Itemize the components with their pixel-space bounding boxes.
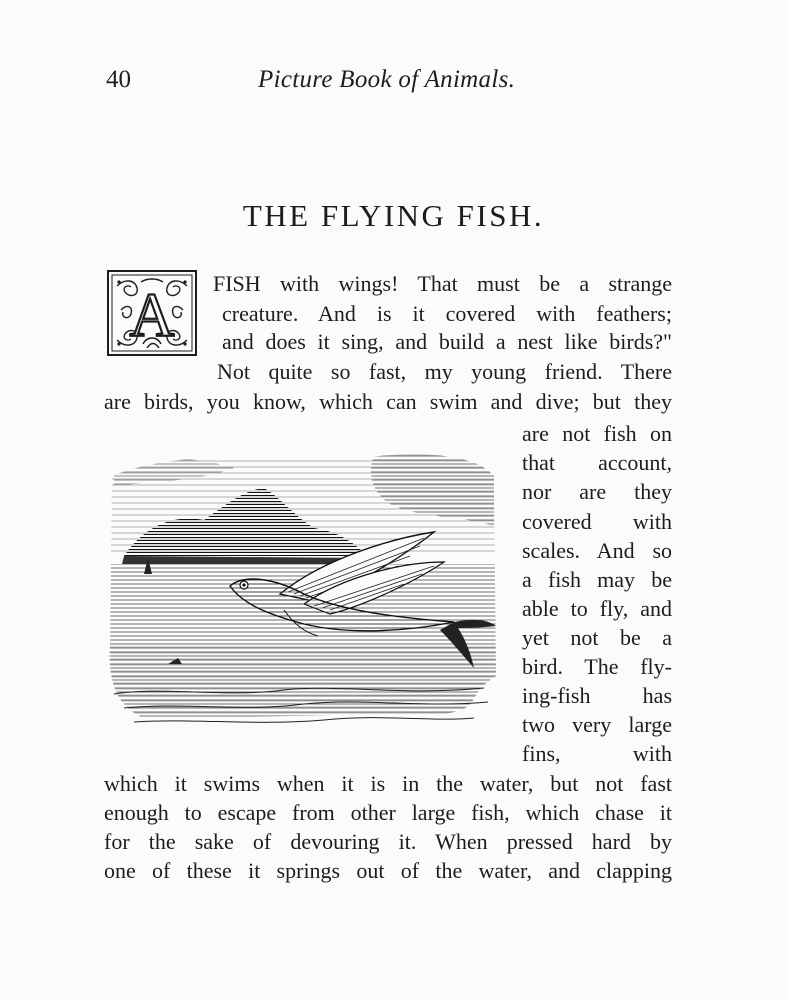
running-header [0,66,787,100]
text-line-10: scales. And so [522,538,672,563]
drop-cap-letter: A [129,282,175,350]
text-line-5: are birds, you know, which can swim and dive; but they [104,389,672,414]
text-line-2: creature. And is it covered with feathers; [222,301,672,326]
drop-cap-ornament [107,270,197,356]
text-line-6: are not fish on [522,421,672,446]
text-line-7: that account, [522,450,672,475]
chapter-title: THE FLYING FISH. [242,198,545,233]
text-line-13: yet not be a [522,625,672,650]
text-line-20: for the sake of devouring it. When pressed hard by [104,829,672,854]
flying-fish-engraving-icon [104,446,500,746]
text-line-3: and does it sing, and build a nest like birds?" [222,329,672,354]
floral-ornament-icon [107,270,197,356]
running-title: Picture Book of Animals. [258,66,516,93]
flying-fish-illustration [104,446,500,746]
page-number: 40 [106,66,131,93]
text-line-15: ing-fish has [522,683,672,708]
text-line-19: enough to escape from other large fish, which chase it [104,800,672,825]
text-line-9: covered with [522,509,672,534]
text-line-4: Not quite so fast, my young friend. There [217,359,672,384]
text-line-17: fins, with [522,741,672,766]
text-line-12: able to fly, and [522,596,672,621]
text-line-16: two very large [522,712,672,737]
text-line-21: one of these it springs out of the water, and clapping [104,858,672,883]
text-line-18: which it swims when it is in the water, but not fast [104,771,672,796]
text-line-11: a fish may be [522,567,672,592]
text-line-14: bird. The fly- [522,654,672,679]
text-line-8: nor are they [522,479,672,504]
text-line-1: FISH with wings! That must be a strange [213,271,672,296]
